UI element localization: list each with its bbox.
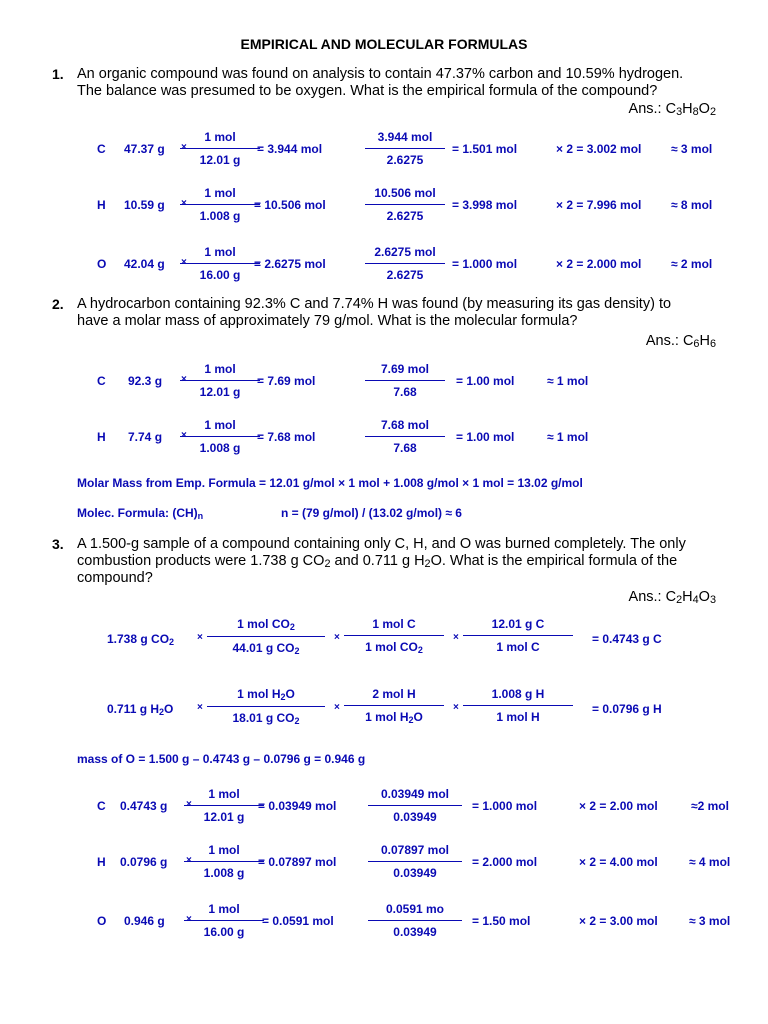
ratio-fraction: 7.68 mol 7.68 <box>365 418 445 455</box>
n-calculation: n = (79 g/mol) / (13.02 g/mol) ≈ 6 <box>281 506 462 520</box>
question-2-line-1: A hydrocarbon containing 92.3% C and 7.74% H was found (by measuring its gas density) to <box>77 296 672 312</box>
moles-result: = 7.69 mol <box>257 374 316 388</box>
times-sign: × <box>186 799 192 810</box>
h2o-start-mass: 0.711 g $H_2O$ <box>107 702 174 717</box>
conversion-fraction-3: 12.01 g C 1 mol C <box>463 617 573 654</box>
times-sign: × <box>197 632 203 643</box>
molar-fraction: 1 mol 1.008 g <box>184 843 264 880</box>
molar-fraction: 1 mol 1.008 g <box>180 418 260 455</box>
rounded-result: ≈ 4 mol <box>689 855 731 869</box>
element-mass: 10.59 g <box>124 198 165 212</box>
conversion-fraction-1: 1 mol $CO_2$ 44.01 g $CO_2$ <box>207 617 325 656</box>
ratio-fraction: 2.6275 mol 2.6275 <box>365 245 445 282</box>
element-symbol: C <box>97 142 106 156</box>
conversion-fraction-1: 1 mol $H_2O$ 18.01 g $CO_2$ <box>207 687 325 726</box>
rounded-result: ≈ 3 mol <box>689 914 731 928</box>
moles-result: = 0.0591 mol <box>262 914 334 928</box>
mass-of-oxygen: mass of O = 1.500 g – 0.4743 g – 0.0796 g = 0.946 g <box>77 752 366 766</box>
ratio-result: = 1.00 mol <box>456 430 515 444</box>
element-symbol: H <box>97 855 106 869</box>
molar-fraction: 1 mol 16.00 g <box>184 902 264 939</box>
ratio-result: = 1.000 mol <box>452 257 518 271</box>
page-title: EMPIRICAL AND MOLECULAR FORMULAS <box>240 36 528 52</box>
ratio-fraction: 0.0591 mo 0.03949 <box>368 902 462 939</box>
conversion-fraction-3: 1.008 g H 1 mol H <box>463 687 573 724</box>
molar-fraction: 1 mol 1.008 g <box>180 186 260 223</box>
times-sign: × <box>197 702 203 713</box>
conversion-fraction-2: 2 mol H 1 mol $H_2O$ <box>344 687 444 725</box>
molar-fraction: 1 mol 12.01 g <box>180 362 260 399</box>
question-3-number: 3. <box>52 536 64 552</box>
element-mass: 47.37 g <box>124 142 165 156</box>
molar-fraction: 1 mol 16.00 g <box>180 245 260 282</box>
multiplied-result: × 2 = 3.002 mol <box>556 142 642 156</box>
element-symbol: H <box>97 430 106 444</box>
moles-result: = 0.03949 mol <box>258 799 337 813</box>
moles-result: = 0.07897 mol <box>258 855 337 869</box>
question-1-line-1: An organic compound was found on analysis to contain 47.37% carbon and 10.59% hydrogen. <box>77 66 684 82</box>
ratio-result: = 1.000 mol <box>472 799 538 813</box>
rounded-result: ≈ 1 mol <box>547 374 589 388</box>
rounded-result: ≈ 3 mol <box>671 142 713 156</box>
times-sign: × <box>334 702 340 713</box>
multiplied-result: × 2 = 3.00 mol <box>579 914 658 928</box>
multiplied-result: × 2 = 7.996 mol <box>556 198 642 212</box>
ratio-result: = 1.50 mol <box>472 914 531 928</box>
question-3-line-3: compound? <box>77 570 153 586</box>
moles-result: = 3.944 mol <box>257 142 323 156</box>
times-sign: × <box>181 374 187 385</box>
element-mass: 92.3 g <box>128 374 163 388</box>
question-1-number: 1. <box>52 66 64 82</box>
moles-result: = 2.6275 mol <box>254 257 326 271</box>
ratio-fraction: 10.506 mol 2.6275 <box>365 186 445 223</box>
element-mass: 0.0796 g <box>120 855 168 869</box>
co2-start-mass: 1.738 g $CO_2$ <box>107 632 175 647</box>
rounded-result: ≈ 8 mol <box>671 198 713 212</box>
times-sign: × <box>186 914 192 925</box>
multiplied-result: × 2 = 2.00 mol <box>579 799 658 813</box>
times-sign: × <box>181 430 187 441</box>
rounded-result: ≈2 mol <box>691 799 729 813</box>
rounded-result: ≈ 2 mol <box>671 257 713 271</box>
times-sign: × <box>181 142 187 153</box>
molar-mass-calculation: Molar Mass from Emp. Formula = 12.01 g/mol × 1 mol + 1.008 g/mol × 1 mol = 13.02 g/mol <box>77 476 583 490</box>
element-symbol: C <box>97 374 106 388</box>
times-sign: × <box>453 632 459 643</box>
question-3-line-1: A 1.500-g sample of a compound containing only C, H, and O was burned completely. The only <box>77 536 686 552</box>
conversion-fraction-2: 1 mol C 1 mol $CO_2$ <box>344 617 444 655</box>
ratio-result: = 1.501 mol <box>452 142 518 156</box>
molar-fraction: 1 mol 12.01 g <box>184 787 264 824</box>
ratio-fraction: 0.07897 mol 0.03949 <box>368 843 462 880</box>
element-symbol: O <box>97 257 107 271</box>
question-3-line-2: combustion products were 1.738 g $CO_2$ and 0.711 g $H_2O$. What is the empirical formula of the <box>77 553 678 571</box>
ratio-fraction: 0.03949 mol 0.03949 <box>368 787 462 824</box>
element-symbol: O <box>97 914 107 928</box>
moles-result: = 10.506 mol <box>254 198 326 212</box>
element-symbol: C <box>97 799 106 813</box>
h2o-result: = 0.0796 g H <box>592 702 662 716</box>
element-mass: 0.946 g <box>124 914 165 928</box>
ratio-result: = 2.000 mol <box>472 855 538 869</box>
multiplied-result: × 2 = 4.00 mol <box>579 855 658 869</box>
question-3-answer: Ans.: $C_2H_4O_3$ <box>628 589 716 607</box>
element-symbol: H <box>97 198 106 212</box>
element-mass: 0.4743 g <box>120 799 168 813</box>
ratio-result: = 3.998 mol <box>452 198 518 212</box>
ratio-fraction: 3.944 mol 2.6275 <box>365 130 445 167</box>
rounded-result: ≈ 1 mol <box>547 430 589 444</box>
times-sign: × <box>453 702 459 713</box>
times-sign: × <box>334 632 340 643</box>
molar-fraction: 1 mol 12.01 g <box>180 130 260 167</box>
question-2-number: 2. <box>52 296 64 312</box>
question-1-line-2: The balance was presumed to be oxygen. What is the empirical formula of the compound? <box>77 83 658 99</box>
element-mass: 7.74 g <box>128 430 163 444</box>
ratio-result: = 1.00 mol <box>456 374 515 388</box>
times-sign: × <box>181 257 187 268</box>
moles-result: = 7.68 mol <box>257 430 316 444</box>
question-2-answer: Ans.: $C_6H_6$ <box>645 333 716 351</box>
times-sign: × <box>186 855 192 866</box>
element-mass: 42.04 g <box>124 257 165 271</box>
times-sign: × <box>181 198 187 209</box>
multiplied-result: × 2 = 2.000 mol <box>556 257 642 271</box>
molecular-formula-label: Molec. Formula: $(CH)_n$ <box>77 506 204 521</box>
question-2-line-2: have a molar mass of approximately 79 g/mol. What is the molecular formula? <box>77 313 578 329</box>
co2-result: = 0.4743 g C <box>592 632 662 646</box>
question-1-answer: Ans.: $C_3H_8O_2$ <box>628 101 716 119</box>
ratio-fraction: 7.69 mol 7.68 <box>365 362 445 399</box>
